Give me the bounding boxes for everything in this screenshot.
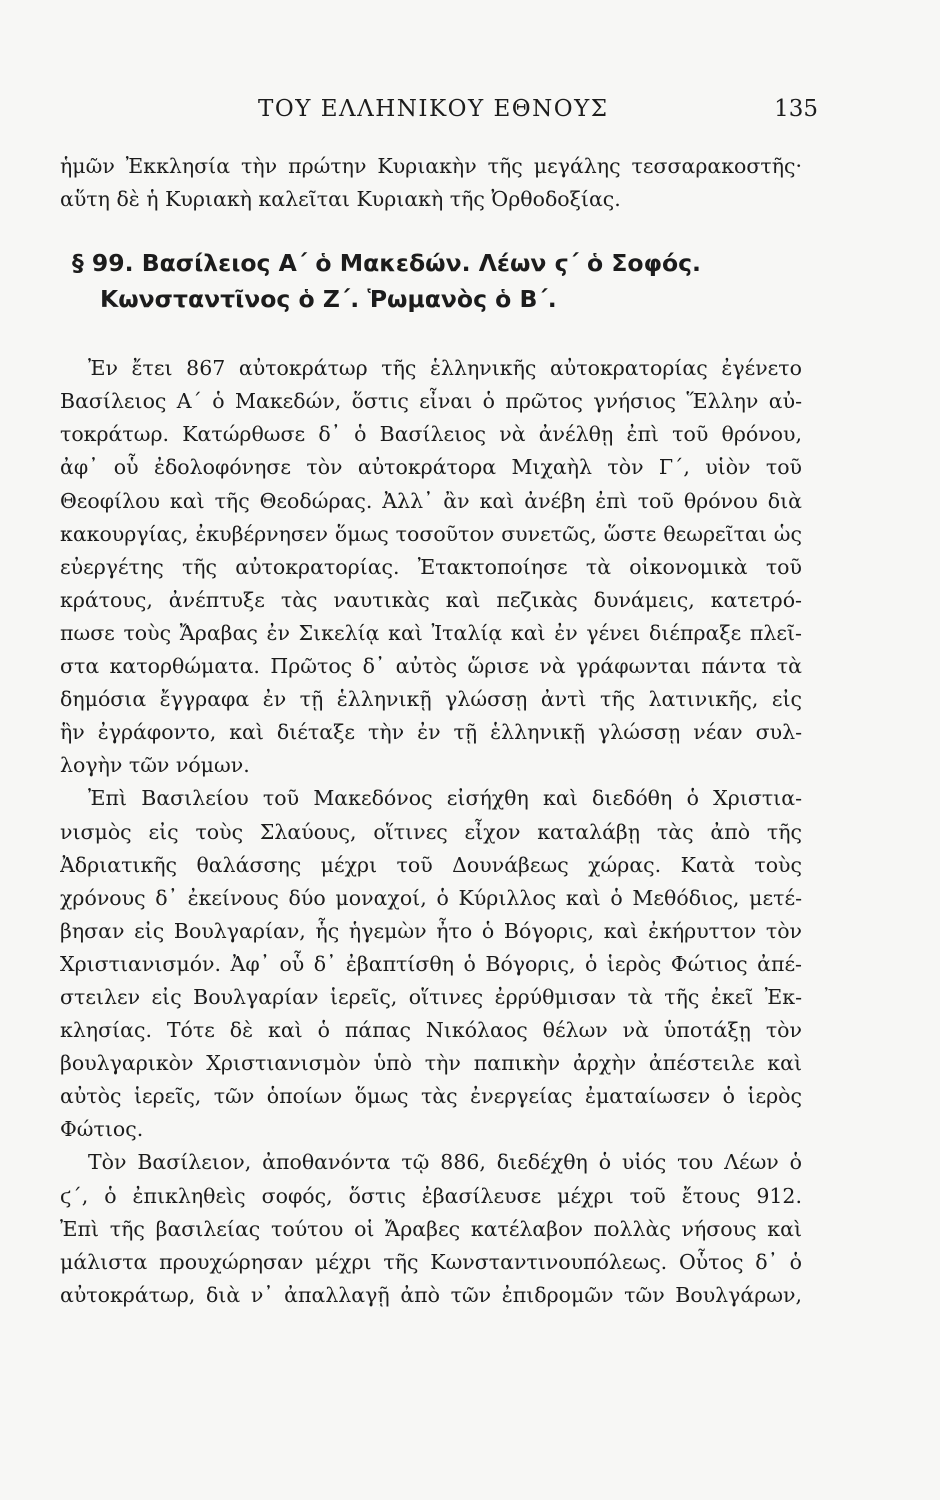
text-line: κακουργίας, ἐκυβέρνησεν ὅμως τοσοῦτον συνετῶς, ὥστε θεωρεῖται ὡς (60, 521, 802, 546)
paragraph-2 (60, 782, 802, 1146)
text-line: νισμὸς εἰς τοὺς Σλαύους, οἵτινες εἶχον καταλάβῃ τὰς ἀπὸ τῆς (60, 819, 802, 844)
text-line: ϛ΄, ὁ ἐπικληθεὶς σοφός, ὅστις ἐβασίλευσε μέχρι τοῦ ἔτους 912. (60, 1183, 802, 1208)
text-line: αὐτοκράτωρ, διὰ ν᾽ ἀπαλλαγῇ ἀπὸ τῶν ἐπιδρομῶν τῶν Βουλγάρων, (60, 1282, 802, 1307)
text-line: ἣν ἐγράφοντο, καὶ διέταξε τὴν ἐν τῇ ἑλληνικῇ γλώσσῃ νέαν συλ- (60, 720, 802, 745)
paragraph-3 (60, 1146, 802, 1311)
page-header (0, 96, 940, 132)
intro-paragraph (60, 150, 802, 216)
text-line: ἀφ᾽ οὗ ἐδολοφόνησε τὸν αὐτοκράτορα Μιχαὴλ τὸν Γ΄, υἱὸν τοῦ (60, 455, 802, 480)
text-line: λογὴν τῶν νόμων. (60, 753, 250, 778)
text-line: Ἐν ἔτει 867 αὐτοκράτωρ τῆς ἑλληνικῆς αὐτοκρατορίας ἐγένετο (88, 356, 802, 381)
text-line: στα κατορθώματα. Πρῶτος δ᾽ αὐτὸς ὥρισε νὰ γράφωνται πάντα τὰ (60, 654, 802, 679)
text-line: Ἐπὶ Βασιλείου τοῦ Μακεδόνος εἰσήχθη καὶ διεδόθη ὁ Χριστια- (88, 786, 802, 811)
text-line: Φώτιος. (60, 1117, 144, 1142)
paragraph-1 (60, 352, 802, 782)
text-line: χρόνους δ᾽ ἐκείνους δύο μοναχοί, ὁ Κύριλλος καὶ ὁ Μεθόδιος, μετέ- (60, 885, 802, 910)
text-line: Βασίλειος Α΄ ὁ Μακεδών, ὅστις εἶναι ὁ πρῶτος γνήσιος Ἕλλην αὐ- (60, 389, 802, 414)
section-number: § 99. (72, 249, 134, 278)
text-line: στειλεν εἰς Βουλγαρίαν ἱερεῖς, οἵτινες ἐρρύθμισαν τὰ τῆς ἐκεῖ Ἐκ- (60, 984, 802, 1009)
text-line: ἡμῶν Ἐκκλησία τὴν πρώτην Κυριακὴν τῆς μεγάλης τεσσαρακοστῆς· (60, 154, 802, 178)
text-line: αὐτὸς ἱερεῖς, τῶν ὁποίων ὅμως τὰς ἐνεργείας ἐματαίωσεν ὁ ἱερὸς (60, 1084, 802, 1109)
text-line: Θεοφίλου καὶ τῆς Θεοδώρας. Ἀλλ᾽ ἂν καὶ ἀνέβη ἐπὶ τοῦ θρόνου διὰ (60, 488, 802, 513)
page-number: 135 (774, 96, 818, 122)
running-title: ΤΟΥ ΕΛΛΗΝΙΚΟΥ ΕΘΝΟΥΣ (258, 96, 609, 122)
text-line: βουλγαρικὸν Χριστιανισμὸν ὑπὸ τὴν παπικὴν ἀρχὴν ἀπέστειλε καὶ (60, 1051, 802, 1076)
text-line: πωσε τοὺς Ἄραβας ἐν Σικελίᾳ καὶ Ἰταλίᾳ καὶ ἐν γένει διέπραξε πλεῖ- (60, 620, 802, 645)
section-title-line-1: Βασίλειος Α΄ ὁ Μακεδών. Λέων ϛ΄ ὁ Σοφός. (141, 249, 701, 278)
text-line: βησαν εἰς Βουλγαρίαν, ἧς ἡγεμὼν ἦτο ὁ Βόγορις, καὶ ἐκήρυττον τὸν (60, 918, 802, 943)
section-heading (60, 244, 802, 318)
section-heading-line-1 (60, 244, 802, 282)
text-line: Χριστιανισμόν. Ἀφ᾽ οὗ δ᾽ ἐβαπτίσθη ὁ Βόγορις, ὁ ἱερὸς Φώτιος ἀπέ- (60, 951, 802, 976)
text-line: μάλιστα προυχώρησαν μέχρι τῆς Κωνσταντινουπόλεως. Οὗτος δ᾽ ὁ (60, 1249, 802, 1274)
text-line: τοκράτωρ. Κατώρθωσε δ᾽ ὁ Βασίλειος νὰ ἀνέλθῃ ἐπὶ τοῦ θρόνου, (60, 422, 802, 447)
text-line: κράτους, ἀνέπτυξε τὰς ναυτικὰς καὶ πεζικὰς δυνάμεις, κατετρό- (60, 587, 802, 612)
text-block (60, 150, 802, 1312)
text-line: εὐεργέτης τῆς αὐτοκρατορίας. Ἐτακτοποίησε τὰ οἰκονομικὰ τοῦ (60, 554, 802, 579)
section-title-line-2: Κωνσταντῖνος ὁ Ζ΄. Ῥωμανὸς ὁ Β΄. (100, 285, 557, 314)
text-line: Ἀδριατικῆς θαλάσσης μέχρι τοῦ Δουνάβεως χώρας. Κατὰ τοὺς (60, 852, 802, 877)
text-line: Ἐπὶ τῆς βασιλείας τούτου οἱ Ἄραβες κατέλαβον πολλὰς νήσους καὶ (60, 1216, 802, 1241)
text-line: δημόσια ἔγγραφα ἐν τῇ ἑλληνικῇ γλώσσῃ ἀντὶ τῆς λατινικῆς, εἰς (60, 687, 802, 712)
text-line: κλησίας. Τότε δὲ καὶ ὁ πάπας Νικόλαος θέλων νὰ ὑποτάξῃ τὸν (60, 1018, 802, 1043)
text-line: αὕτη δὲ ἡ Κυριακὴ καλεῖται Κυριακὴ τῆς Ὀρθοδοξίας. (60, 187, 621, 212)
text-line: Τὸν Βασίλειον, ἀποθανόντα τῷ 886, διεδέχθη ὁ υἱός του Λέων ὁ (88, 1150, 802, 1175)
